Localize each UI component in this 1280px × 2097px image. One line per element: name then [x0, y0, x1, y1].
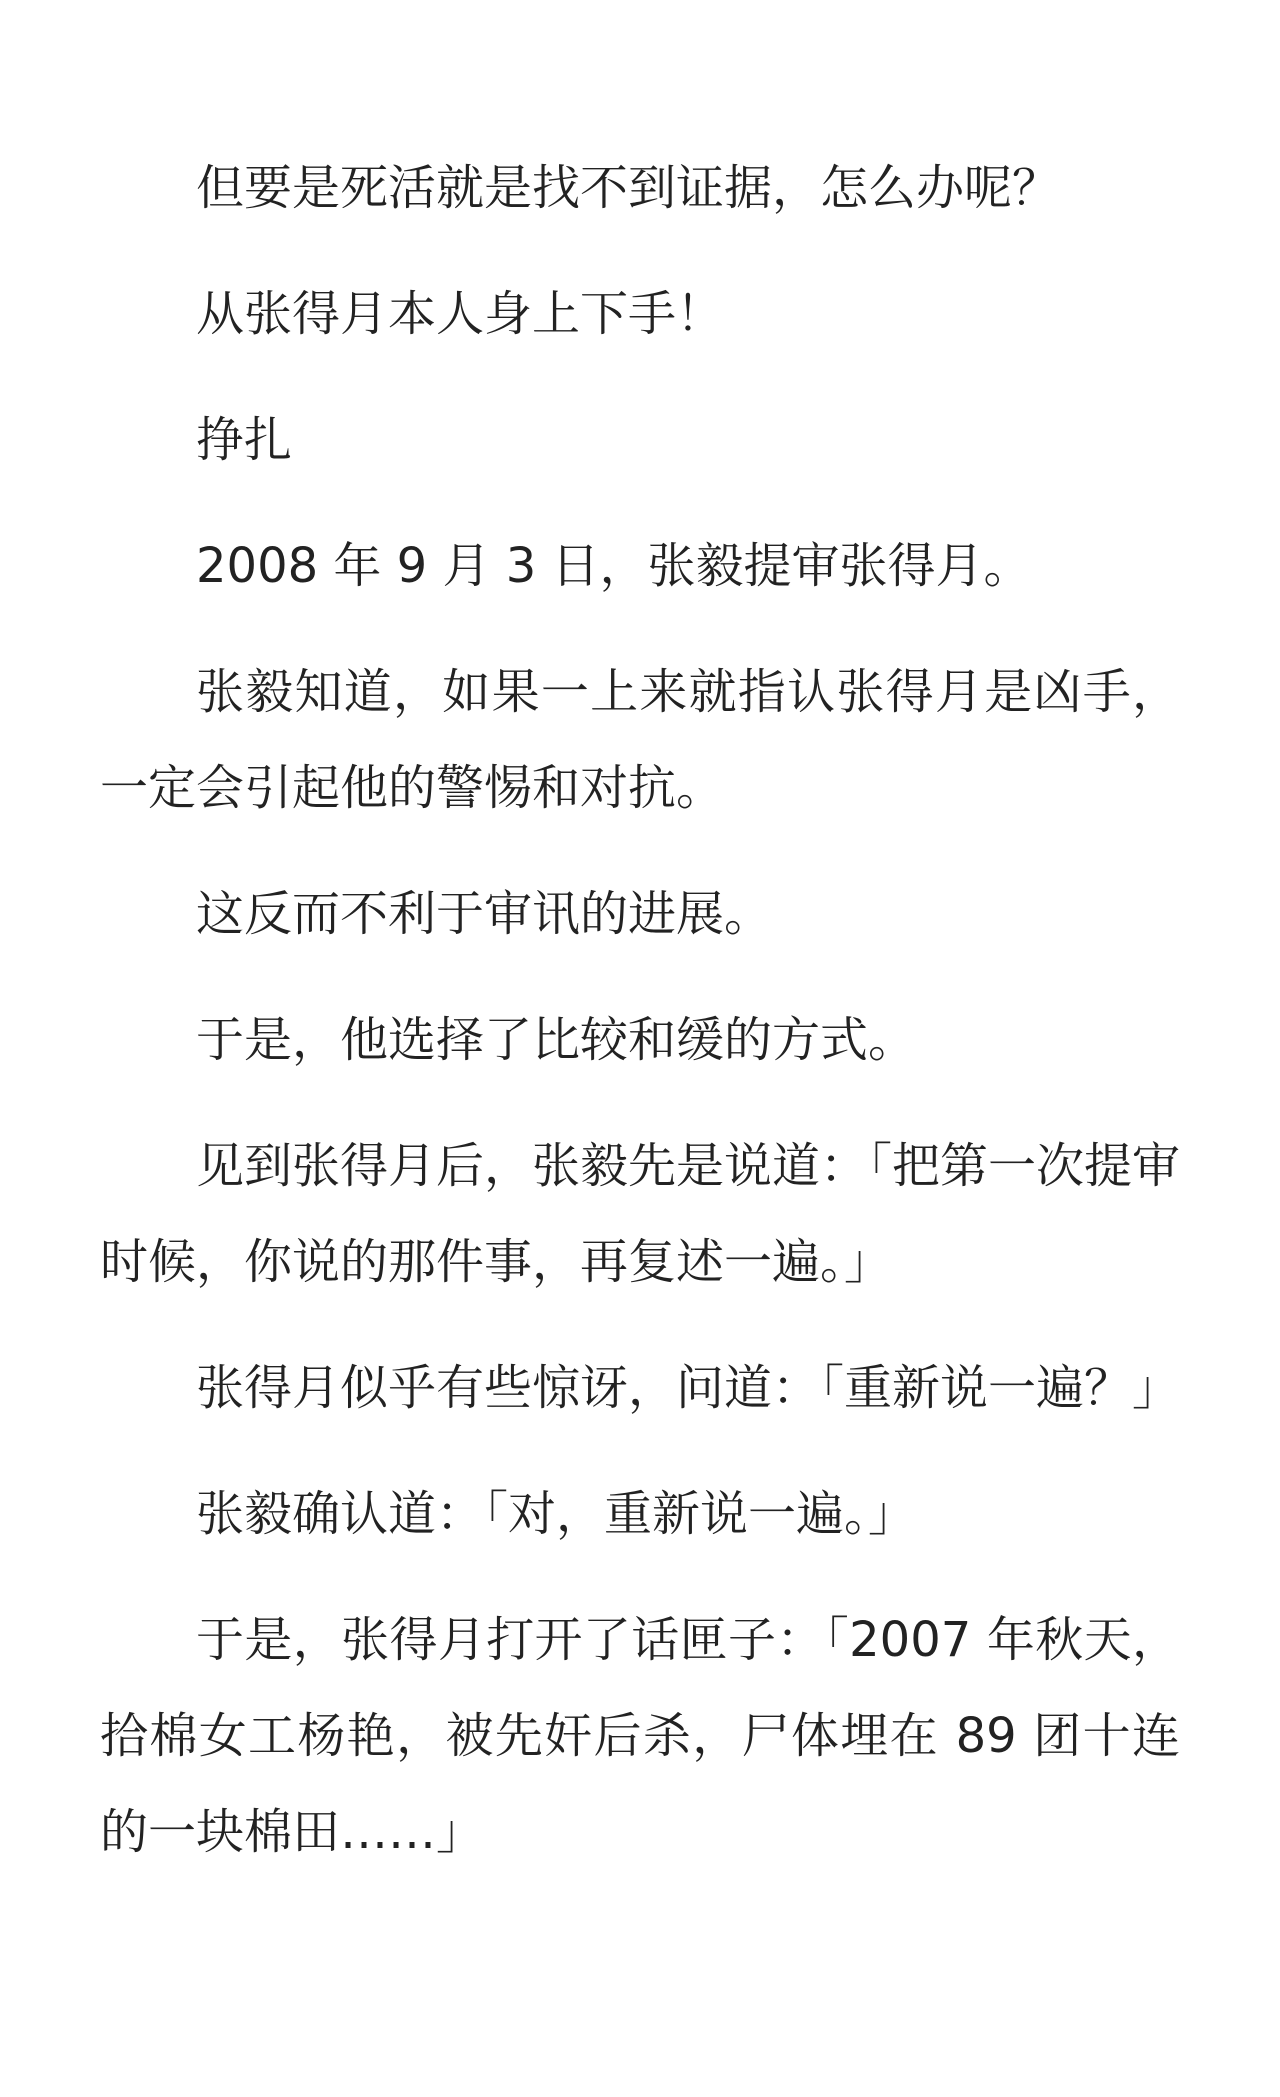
paragraph: 但要是死活就是找不到证据，怎么办呢？	[196, 160, 1061, 216]
paragraph: 于是，他选择了比较和缓的方式。	[196, 1012, 917, 1068]
paragraph: 张毅知道，如果一上来就指认张得月是凶手，一定会引起他的警惕和对抗。	[100, 664, 1180, 816]
paragraph: 见到张得月后，张毅先是说道：「把第一次提审时候，你说的那件事，再复述一遍。」	[100, 1138, 1181, 1290]
paragraph: 张毅确认道：「对，重新说一遍。」	[196, 1486, 917, 1542]
paragraph: 这反而不利于审讯的进展。	[196, 886, 773, 942]
paragraph: 于是，张得月打开了话匣子：「2007 年秋天，拾棉女工杨艳，被先奸后杀，尸体埋在 89 团十连的一块棉田……」	[100, 1612, 1180, 1860]
section-heading: 挣扎	[196, 412, 293, 468]
paragraph: 张得月似乎有些惊讶，问道：「重新说一遍？」	[196, 1360, 1181, 1416]
paragraph: 从张得月本人身上下手！	[196, 286, 725, 342]
paragraph: 2008 年 9 月 3 日，张毅提审张得月。	[196, 538, 1032, 594]
article-body	[100, 140, 1180, 1910]
